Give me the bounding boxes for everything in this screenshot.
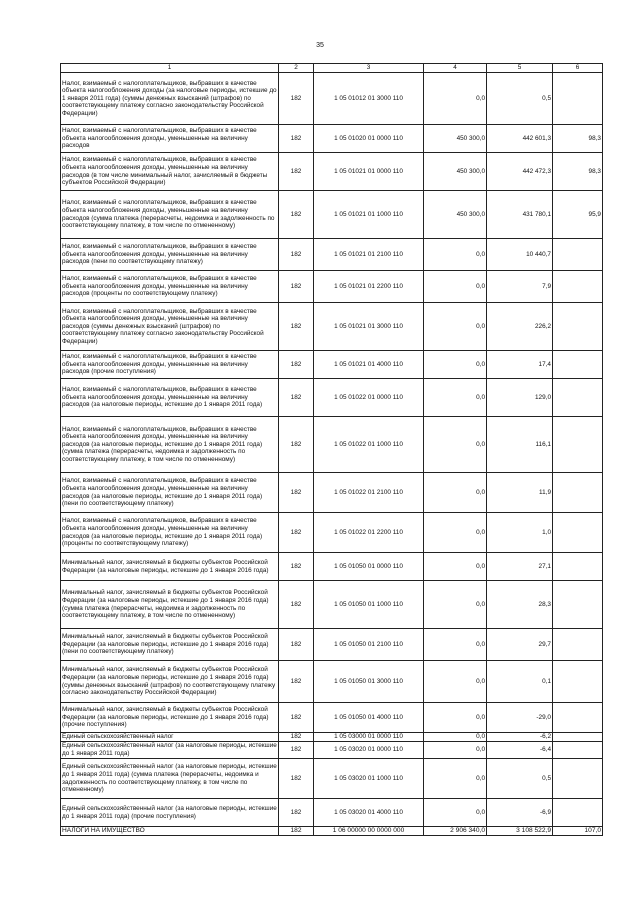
- admin-code: 182: [279, 799, 314, 827]
- percent-done: [553, 759, 603, 799]
- plan-amount: 2 906 340,0: [424, 827, 487, 836]
- admin-code: 182: [279, 417, 314, 473]
- row-name: Единый сельскохозяйственный налог (за налоговые периоды, истекшие до 1 января 2011 года): [62, 742, 277, 757]
- percent-done: [553, 661, 603, 703]
- budget-code: 1 05 03000 01 0000 110: [314, 733, 424, 742]
- admin-code: 182: [279, 379, 314, 417]
- budget-code: 1 06 00000 00 0000 000: [314, 827, 424, 836]
- admin-code: 182: [279, 73, 314, 125]
- plan-amount: 450 300,0: [424, 191, 487, 239]
- row-name: Минимальный налог, зачисляемый в бюджеты субъектов Российской Федерации (за налоговые периоды, истекшие до 1 января 2016 года): [61, 553, 279, 581]
- percent-done: [553, 799, 603, 827]
- budget-code: 1 05 01022 01 2100 110: [314, 473, 424, 513]
- row-name: НАЛОГИ НА ИМУЩЕСТВО: [61, 827, 279, 836]
- row-name: Налог, взимаемый с налогоплательщиков, выбравших в качестве объекта налогообложения доходы, уменьшенные на величину расходов (суммы денежных взысканий (штрафов) по соответствующему платежу согласно законодательству Российской Федерации): [61, 303, 279, 351]
- plan-amount: 0,0: [424, 513, 487, 553]
- plan-amount: 0,0: [424, 417, 487, 473]
- admin-code: 182: [279, 473, 314, 513]
- fact-amount: -29,0: [487, 703, 553, 733]
- percent-done: 98,3: [553, 125, 603, 153]
- row-name: Налог, взимаемый с налогоплательщиков, выбравших в качестве объекта налогообложения доходы, уменьшенные на величину расходов (за налоговые периоды, истекшие до 1 января 2011 года) (пени по соответствующему платежу): [61, 473, 279, 513]
- budget-code: 1 05 01050 01 2100 110: [314, 629, 424, 661]
- plan-amount: 0,0: [424, 581, 487, 629]
- budget-code: 1 05 01020 01 0000 110: [314, 125, 424, 153]
- row-name: Налог, взимаемый с налогоплательщиков, выбравших в качестве объекта налогообложения доходы, уменьшенные на величину расходов (сумма платежа (перерасчеты, недоимка и задолженность по соответствующему платежу, в том числе по отмененному): [61, 191, 279, 239]
- row-name: Налог, взимаемый с налогоплательщиков, выбравших в качестве объекта налогообложения доходы, уменьшенные на величину расходов (пени по соответствующему платежу): [61, 239, 279, 271]
- plan-amount: 0,0: [424, 473, 487, 513]
- row-name: Единый сельскохозяйственный налог: [61, 733, 279, 742]
- admin-code: 182: [279, 125, 314, 153]
- budget-code: 1 05 03020 01 4000 110: [314, 799, 424, 827]
- budget-code: 1 05 01050 01 3000 110: [314, 661, 424, 703]
- table-row: [61, 271, 603, 303]
- admin-code: 182: [279, 239, 314, 271]
- percent-done: [553, 733, 603, 742]
- percent-done: [553, 553, 603, 581]
- fact-amount: 29,7: [487, 629, 553, 661]
- percent-done: [553, 379, 603, 417]
- plan-amount: 0,0: [424, 703, 487, 733]
- column-number: 2: [279, 64, 314, 73]
- table-row: [61, 661, 603, 703]
- fact-amount: 431 780,1: [487, 191, 553, 239]
- percent-done: [553, 239, 603, 271]
- budget-code: 1 05 01021 01 2100 110: [314, 239, 424, 271]
- admin-code: 182: [279, 153, 314, 191]
- column-number: 5: [487, 64, 553, 73]
- column-number: 6: [553, 64, 603, 73]
- admin-code: 182: [279, 827, 314, 836]
- table-row: [61, 742, 603, 759]
- table-row: [61, 733, 603, 742]
- fact-amount: 0,5: [487, 73, 553, 125]
- revenue-table: [60, 63, 603, 836]
- percent-done: [553, 703, 603, 733]
- plan-amount: 0,0: [424, 661, 487, 703]
- plan-amount: 0,0: [424, 379, 487, 417]
- plan-amount: 450 300,0: [424, 125, 487, 153]
- budget-code: 1 05 01022 01 0000 110: [314, 379, 424, 417]
- admin-code: 182: [279, 703, 314, 733]
- plan-amount: 0,0: [424, 553, 487, 581]
- fact-amount: 129,0: [487, 379, 553, 417]
- fact-amount: 442 601,3: [487, 125, 553, 153]
- fact-amount: 11,9: [487, 473, 553, 513]
- row-name: Единый сельскохозяйственный налог (за налоговые периоды, истекшие до 1 января 2011 года) (прочие поступления): [61, 799, 279, 827]
- percent-done: [553, 271, 603, 303]
- budget-code: 1 05 03020 01 0000 110: [314, 742, 424, 759]
- table-row: [61, 581, 603, 629]
- budget-code: 1 05 01021 01 0000 110: [314, 153, 424, 191]
- budget-code: 1 05 01022 01 2200 110: [314, 513, 424, 553]
- percent-done: [553, 73, 603, 125]
- fact-amount: 28,3: [487, 581, 553, 629]
- plan-amount: 0,0: [424, 303, 487, 351]
- plan-amount: 450 300,0: [424, 153, 487, 191]
- table-row: [61, 379, 603, 417]
- budget-code: 1 05 01050 01 1000 110: [314, 581, 424, 629]
- plan-amount: 0,0: [424, 239, 487, 271]
- plan-amount: 0,0: [424, 271, 487, 303]
- fact-amount: 0,5: [487, 759, 553, 799]
- budget-code: 1 05 01021 01 2200 110: [314, 271, 424, 303]
- table-row: [61, 759, 603, 799]
- fact-amount: 3 108 522,9: [487, 827, 553, 836]
- row-name: Минимальный налог, зачисляемый в бюджеты субъектов Российской Федерации (за налоговые периоды, истекшие до 1 января 2016 года) (суммы денежных взысканий (штрафов) по соответствующему платежу согласно законодательству Российской Федерации): [61, 661, 279, 703]
- table-row: [61, 239, 603, 271]
- table-row: [61, 703, 603, 733]
- row-name: Налог, взимаемый с налогоплательщиков, выбравших в качестве объекта налогообложения доходы, уменьшенные на величину расходов (проценты по соответствующему платежу): [61, 271, 279, 303]
- fact-amount: 116,1: [487, 417, 553, 473]
- plan-amount: 0,0: [424, 799, 487, 827]
- table-row: [61, 417, 603, 473]
- row-name: Налог, взимаемый с налогоплательщиков, выбравших в качестве объекта налогообложения доходы, уменьшенные на величину расходов (за налоговые периоды, истекшие до 1 января 2011 года) (сумма платежа (перерасчеты, недоимка и задолженность по соответствующему платежу, в том числе по отмененному): [61, 417, 279, 473]
- admin-code: 182: [279, 513, 314, 553]
- budget-code: 1 05 01050 01 4000 110: [314, 703, 424, 733]
- admin-code: 182: [279, 759, 314, 799]
- admin-code: 182: [279, 271, 314, 303]
- percent-done: [553, 473, 603, 513]
- plan-amount: 0,0: [424, 733, 487, 742]
- table-row: [61, 629, 603, 661]
- plan-amount: 0,0: [424, 351, 487, 379]
- fact-amount: 0,1: [487, 661, 553, 703]
- fact-amount: 1,0: [487, 513, 553, 553]
- percent-done: 98,3: [553, 153, 603, 191]
- row-name: Налог, взимаемый с налогоплательщиков, выбравших в качестве объекта налогообложения доходы, уменьшенные на величину расходов (за налоговые периоды, истекшие до 1 января 2011 года): [61, 379, 279, 417]
- percent-done: [553, 513, 603, 553]
- row-name: Налог, взимаемый с налогоплательщиков, выбравших в качестве объекта налогообложения доходы, уменьшенные на величину расходов (прочие поступления): [61, 351, 279, 379]
- row-name: Налог, взимаемый с налогоплательщиков, выбравших в качестве объекта налогообложения доходы, уменьшенные на величину расходов (за налоговые периоды, истекшие до 1 января 2011 года) (проценты по соответствующему платежу): [61, 513, 279, 553]
- fact-amount: -6,4: [487, 742, 553, 759]
- plan-amount: 0,0: [424, 73, 487, 125]
- percent-done: [553, 629, 603, 661]
- admin-code: 182: [279, 742, 314, 759]
- budget-code: 1 05 01021 01 3000 110: [314, 303, 424, 351]
- table-row: [61, 351, 603, 379]
- table-row: [61, 799, 603, 827]
- plan-amount: 0,0: [424, 759, 487, 799]
- column-number: 3: [314, 64, 424, 73]
- page-number: 35: [316, 42, 324, 49]
- percent-done: 95,9: [553, 191, 603, 239]
- row-name: Налог, взимаемый с налогоплательщиков, выбравших в качестве объекта налогообложения доходы, уменьшенные на величину расходов: [61, 125, 279, 153]
- table-row-total: [61, 827, 603, 836]
- admin-code: 182: [279, 733, 314, 742]
- budget-code: 1 05 01021 01 1000 110: [314, 191, 424, 239]
- row-name: Минимальный налог, зачисляемый в бюджеты субъектов Российской Федерации (за налоговые периоды, истекшие до 1 января 2016 года) (прочие поступления): [61, 703, 279, 733]
- fact-amount: -6,9: [487, 799, 553, 827]
- column-number: 1: [61, 64, 279, 73]
- row-name: Налог, взимаемый с налогоплательщиков, выбравших в качестве объекта налогообложения доходы (за налоговые периоды, истекшие до 1 января 2011 года) (суммы денежных взысканий (штрафов) по соответствующему платежу согласно законодательству Российской Федерации): [61, 73, 279, 125]
- budget-code: 1 05 01012 01 3000 110: [314, 73, 424, 125]
- table-row: [61, 553, 603, 581]
- fact-amount: 10 440,7: [487, 239, 553, 271]
- table-row: [61, 73, 603, 125]
- budget-code: 1 05 01021 01 4000 110: [314, 351, 424, 379]
- plan-amount: 0,0: [424, 629, 487, 661]
- table-row: [61, 125, 603, 153]
- row-name: Единый сельскохозяйственный налог (за налоговые периоды, истекшие до 1 января 2011 года) (сумма платежа (перерасчеты, недоимка и задолженность по соответствующему платежу, в том числе по отмененному): [61, 759, 279, 799]
- admin-code: 182: [279, 581, 314, 629]
- admin-code: 182: [279, 553, 314, 581]
- column-number: 4: [424, 64, 487, 73]
- table-row: [61, 191, 603, 239]
- row-name: Минимальный налог, зачисляемый в бюджеты субъектов Российской Федерации (за налоговые периоды, истекшие до 1 января 2016 года) (сумма платежа (перерасчеты, недоимка и задолженность по соответствующему платежу, в том числе по отмененному): [61, 581, 279, 629]
- percent-done: [553, 351, 603, 379]
- row-name: Минимальный налог, зачисляемый в бюджеты субъектов Российской Федерации (за налоговые периоды, истекшие до 1 января 2016 года) (пени по соответствующему платежу): [61, 629, 279, 661]
- percent-done: [553, 742, 603, 759]
- admin-code: 182: [279, 351, 314, 379]
- table-row: [61, 303, 603, 351]
- budget-code: 1 05 03020 01 1000 110: [314, 759, 424, 799]
- admin-code: 182: [279, 191, 314, 239]
- admin-code: 182: [279, 303, 314, 351]
- fact-amount: 17,4: [487, 351, 553, 379]
- budget-code: 1 05 01050 01 0000 110: [314, 553, 424, 581]
- table-row: [61, 513, 603, 553]
- percent-done: 107,0: [553, 827, 603, 836]
- percent-done: [553, 303, 603, 351]
- percent-done: [553, 417, 603, 473]
- fact-amount: 226,2: [487, 303, 553, 351]
- column-number-row: [61, 64, 603, 73]
- admin-code: 182: [279, 629, 314, 661]
- admin-code: 182: [279, 661, 314, 703]
- fact-amount: -6,2: [487, 733, 553, 742]
- table-row: [61, 473, 603, 513]
- fact-amount: 27,1: [487, 553, 553, 581]
- plan-amount: 0,0: [424, 742, 487, 759]
- fact-amount: 7,9: [487, 271, 553, 303]
- percent-done: [553, 581, 603, 629]
- table-row: [61, 153, 603, 191]
- fact-amount: 442 472,3: [487, 153, 553, 191]
- row-name: Налог, взимаемый с налогоплательщиков, выбравших в качестве объекта налогообложения доходы, уменьшенные на величину расходов (в том числе минимальный налог, зачисляемый в бюджеты субъектов Российской Федерации): [61, 153, 279, 191]
- budget-code: 1 05 01022 01 1000 110: [314, 417, 424, 473]
